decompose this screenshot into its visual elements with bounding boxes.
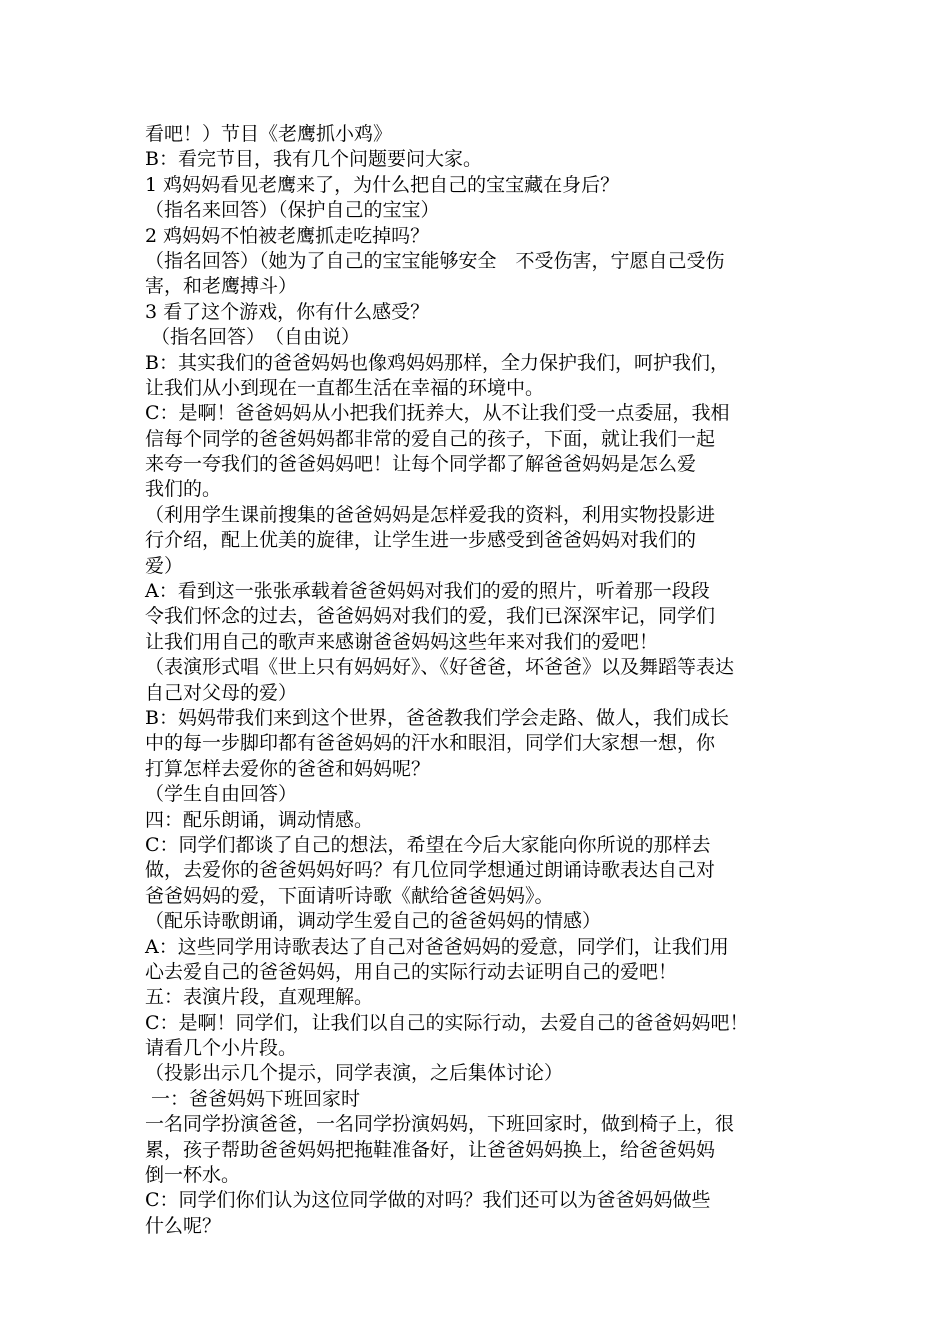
text-line: 害，和老鹰搏斗） [145, 275, 298, 298]
section-heading: 五：表演片段，直观理解。 [145, 986, 374, 1009]
text-line: 2 鸡妈妈不怕被老鹰抓走吃掉吗？ [145, 224, 430, 247]
section-heading: 四：配乐朗诵，调动情感。 [145, 808, 374, 831]
text-line: 信每个同学的爸爸妈妈都非常的爱自己的孩子，下面，就让我们一起 [145, 427, 716, 450]
text-line: 自己对父母的爱） [145, 681, 298, 704]
text-line: C：同学们你们认为这位同学做的对吗？我们还可以为爸爸妈妈做些 [145, 1189, 711, 1212]
text-line: 请看几个小片段。 [145, 1037, 298, 1060]
text-line: A：这些同学用诗歌表达了自己对爸爸妈妈的爱意，同学们，让我们用 [145, 935, 729, 958]
text-line: （利用学生课前搜集的爸爸妈妈是怎样爱我的资料，利用实物投影进 [145, 503, 716, 526]
text-line: （表演形式唱《世上只有妈妈好》、《好爸爸，坏爸爸》以及舞蹈等表达 [145, 656, 735, 679]
text-line: 打算怎样去爱你的爸爸和妈妈呢？ [145, 757, 431, 780]
sub-heading: 一：爸爸妈妈下班回家时 [145, 1087, 361, 1110]
text-line: C：是啊！爸爸妈妈从小把我们抚养大，从不让我们受一点委屈，我相 [145, 402, 730, 425]
text-line: B：其实我们的爸爸妈妈也像鸡妈妈那样，全力保护我们，呵护我们， [145, 351, 729, 374]
text-line: 1 鸡妈妈看见老鹰来了，为什么把自己的宝宝藏在身后？ [145, 173, 620, 196]
text-line: （投影出示几个提示，同学表演，之后集体讨论） [145, 1062, 564, 1085]
text-line: 爱） [145, 554, 184, 577]
text-line: 做，去爱你的爸爸妈妈好吗？有几位同学想通过朗诵诗歌表达自己对 [145, 859, 716, 882]
text-line: 来夸一夸我们的爸爸妈妈吧！让每个同学都了解爸爸妈妈是怎么爱 [145, 453, 697, 476]
text-line: 令我们怀念的过去，爸爸妈妈对我们的爱，我们已深深牢记，同学们 [145, 605, 716, 628]
text-line: 让我们用自己的歌声来感谢爸爸妈妈这些年来对我们的爱吧！ [145, 630, 659, 653]
text-line: 3 看了这个游戏，你有什么感受？ [145, 300, 430, 323]
text-line: 看吧！）节目《老鹰抓小鸡》 [145, 123, 393, 145]
text-line: 行介绍，配上优美的旋律，让学生进一步感受到爸爸妈妈对我们的 [145, 529, 697, 552]
text-line: A：看到这一张张承载着爸爸妈妈对我们的爱的照片，听着那一段段 [145, 580, 710, 603]
text-line: C：是啊！同学们，让我们以自己的实际行动，去爱自己的爸爸妈妈吧！ [145, 1011, 749, 1034]
text-line: B：看完节目，我有几个问题要问大家。 [145, 148, 482, 171]
text-line: 什么呢？ [145, 1214, 222, 1237]
text-line: 倒一杯水。 [145, 1164, 241, 1187]
text-line: （指名回答）（她为了自己的宝宝能够安全 不受伤害，宁愿自己受伤 [145, 249, 725, 272]
text-line: 一名同学扮演爸爸，一名同学扮演妈妈，下班回家时，做到椅子上，很 [145, 1113, 735, 1136]
text-line: （指名来回答）（保护自己的宝宝） [145, 199, 440, 222]
text-line: 我们的。 [145, 478, 222, 501]
text-line: （学生自由回答） [145, 783, 298, 806]
text-line: （配乐诗歌朗诵，调动学生爱自己的爸爸妈妈的情感） [145, 910, 602, 933]
text-line: 爸爸妈妈的爱，下面请听诗歌《献给爸爸妈妈》。 [145, 884, 554, 907]
text-line: C：同学们都谈了自己的想法，希望在今后大家能向你所说的那样去 [145, 833, 711, 856]
text-line: 让我们从小到现在一直都生活在幸福的环境中。 [145, 376, 545, 399]
document-body [145, 122, 835, 1239]
text-line: 中的每一步脚印都有爸爸妈妈的汗水和眼泪，同学们大家想一想，你 [145, 732, 716, 755]
text-line: B：妈妈带我们来到这个世界，爸爸教我们学会走路、做人，我们成长 [145, 706, 729, 729]
text-line: （指名回答） （自由说） [145, 326, 361, 349]
text-line: 累，孩子帮助爸爸妈妈把拖鞋准备好，让爸爸妈妈换上，给爸爸妈妈 [145, 1138, 716, 1161]
text-line: 心去爱自己的爸爸妈妈，用自己的实际行动去证明自己的爱吧！ [145, 960, 678, 983]
